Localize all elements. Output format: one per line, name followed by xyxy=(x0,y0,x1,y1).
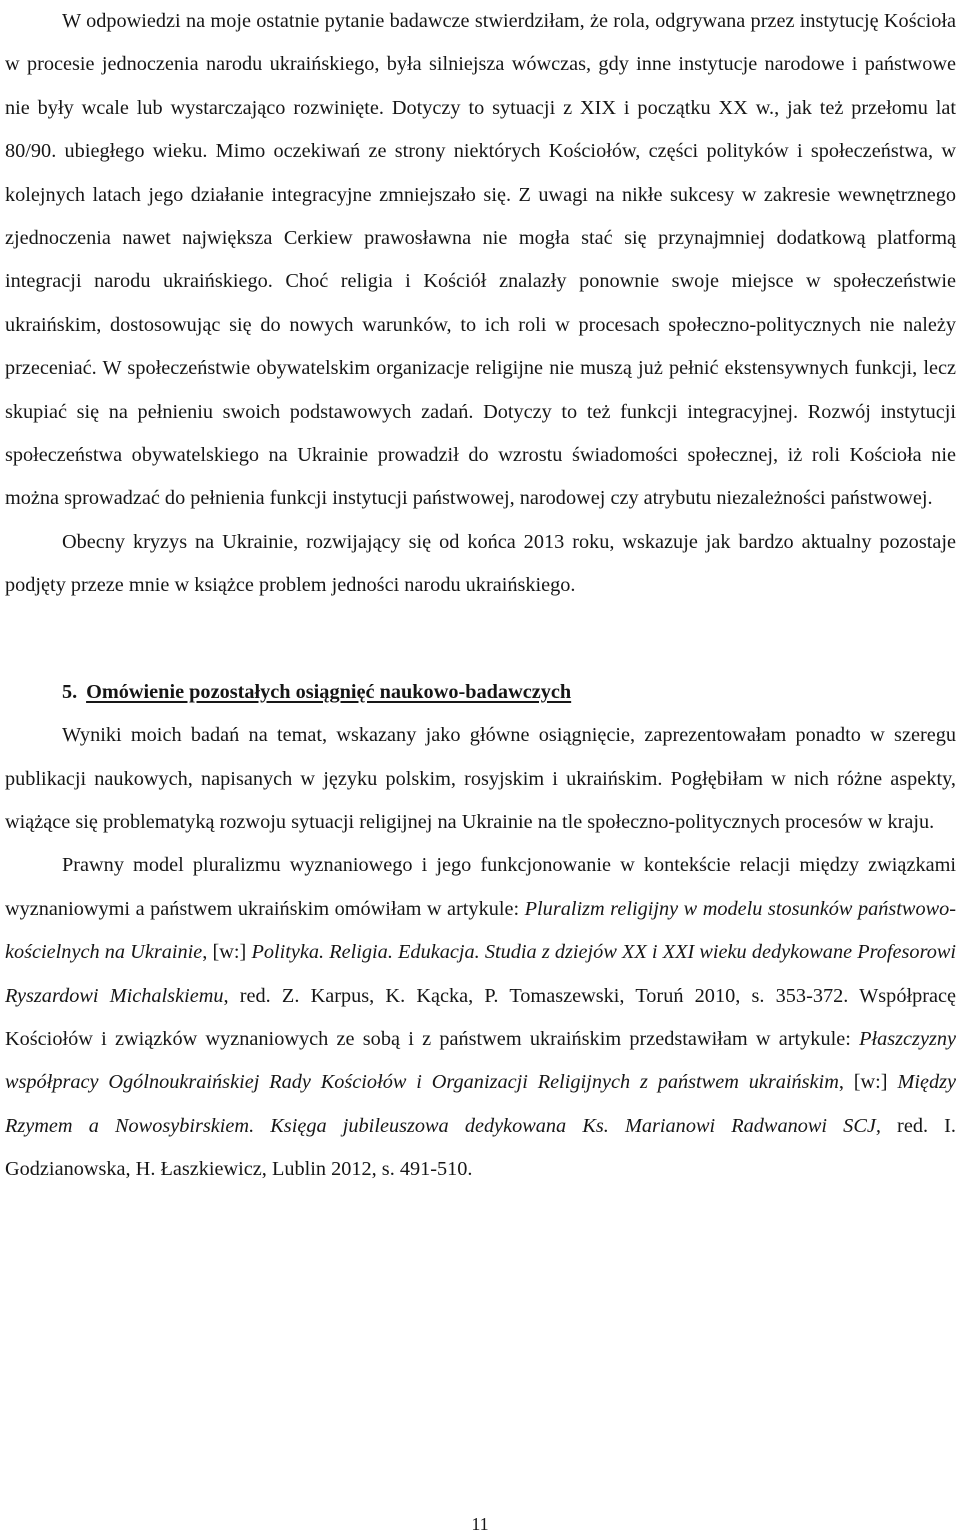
book-title-italic: Między Rzymem a Nowosybirskiem. Księga jubileuszowa dedykowana Ks. Marianowi Radwanowi SCJ, xyxy=(5,1071,957,1137)
paragraph-current-crisis xyxy=(5,521,956,608)
section-title: Omówienie pozostałych osiągnięć naukowo-badawczych xyxy=(86,680,572,703)
paragraph-legal-model xyxy=(5,844,956,1191)
article-title-italic: Pluralizm religijny w modelu stosunków państwowo-kościelnych na Ukrainie xyxy=(5,897,957,964)
paragraph-run: , [w:] xyxy=(838,1071,898,1094)
paragraph-run: , [w:] xyxy=(202,941,252,964)
page-number: 11 xyxy=(471,1514,489,1534)
book-title-italic: Polityka. Religia. Edukacja. Studia z dziejów XX i XXI wieku dedykowane Profesorowi Ryszardowi Michalskiemu xyxy=(5,941,957,1007)
paragraph-run: , red. Z. Karpus, K. Kącka, P. Tomaszewski, Toruń 2010, s. 353-372. Współpracę Kościołów i związków wyznaniowych ze sobą i z państwem ukraińskim przedstawiłam w artykule: xyxy=(5,984,956,1050)
section-heading xyxy=(5,671,956,714)
page-content xyxy=(5,0,956,1192)
paragraph-run: Wyniki moich badań na temat, wskazany jako główne osiągnięcie, zaprezentowałam ponadto w szeregu publikacji naukowych, napisanych w języku polskim, rosyjskim i ukraińskim. Pogłębiłam w nich różne aspekty, wiążące się problematyką rozwoju sytuacji religijnej na Ukrainie na tle społeczno-politycznych procesów w kraju. xyxy=(5,724,956,833)
paragraph-run: Obecny kryzys na Ukrainie, rozwijający się od końca 2013 roku, wskazuje jak bardzo aktualny pozostaje podjęty przeze mnie w książce problem jedności narodu ukraińskiego. xyxy=(5,530,956,597)
section-number: 5. xyxy=(62,680,78,703)
paragraph-run: W odpowiedzi na moje ostatnie pytanie badawcze stwierdziłam, że rola, odgrywana przez instytucję Kościoła w procesie jednoczenia narodu ukraińskiego, była silniejsza wówczas, gdy inne instytucje narodowe i państwowe nie były wcale lub wystarczająco rozwinięte. Dotyczy to sytuacji z XIX i początku XX w., jak też przełomu lat 80/90. ubiegłego wieku. Mimo oczekiwań ze strony niektórych Kościołów, części polityków i społeczeństwa, w kolejnych latach jego działanie integracyjne zmniejszało się. Z uwagi na nikłe sukcesy w zakresie wewnętrznego zjednoczenia nawet największa Cerkiew prawosławna nie mogła stać się przynajmniej dodatkową platformą integracji narodu ukraińskiego. Choć religia i Kościół znalazły ponownie swoje miejsce w społeczeństwie ukraińskim, dostosowując się do nowych warunków, to ich roli w procesach społeczno-politycznych nie należy przeceniać. W społeczeństwie obywatelskim organizacje religijne nie muszą już pełnić ekstensywnych funkcji, lecz skupiać się na pełnieniu swoich podstawowych zadań. Dotyczy to też funkcji integracyjnej. Rozwój instytucji społeczeństwa obywatelskiego na Ukrainie prowadził do wzrostu świadomości społecznej, iż roli Kościoła nie można sprowadzać do pełnienia funkcji instytucji państwowej, narodowej czy atrybutu niezależności państwowej. xyxy=(5,10,956,510)
paragraph-run: Prawny model pluralizmu wyznaniowego i jego funkcjonowanie w kontekście relacji między związkami wyznaniowymi a państwem ukraińskim omówiłam w artykule: xyxy=(5,854,956,920)
paragraph-church-role xyxy=(5,0,956,521)
article-title-italic: Płaszczyzny współpracy Ogólnoukraińskiej Rady Kościołów i Organizacji Religijnych z państwem ukraińskim xyxy=(5,1027,956,1094)
paragraph-run: red. I. Godzianowska, H. Łaszkiewicz, Lublin 2012, s. 491-510. xyxy=(5,1114,956,1181)
paragraph-research-results xyxy=(5,714,956,844)
